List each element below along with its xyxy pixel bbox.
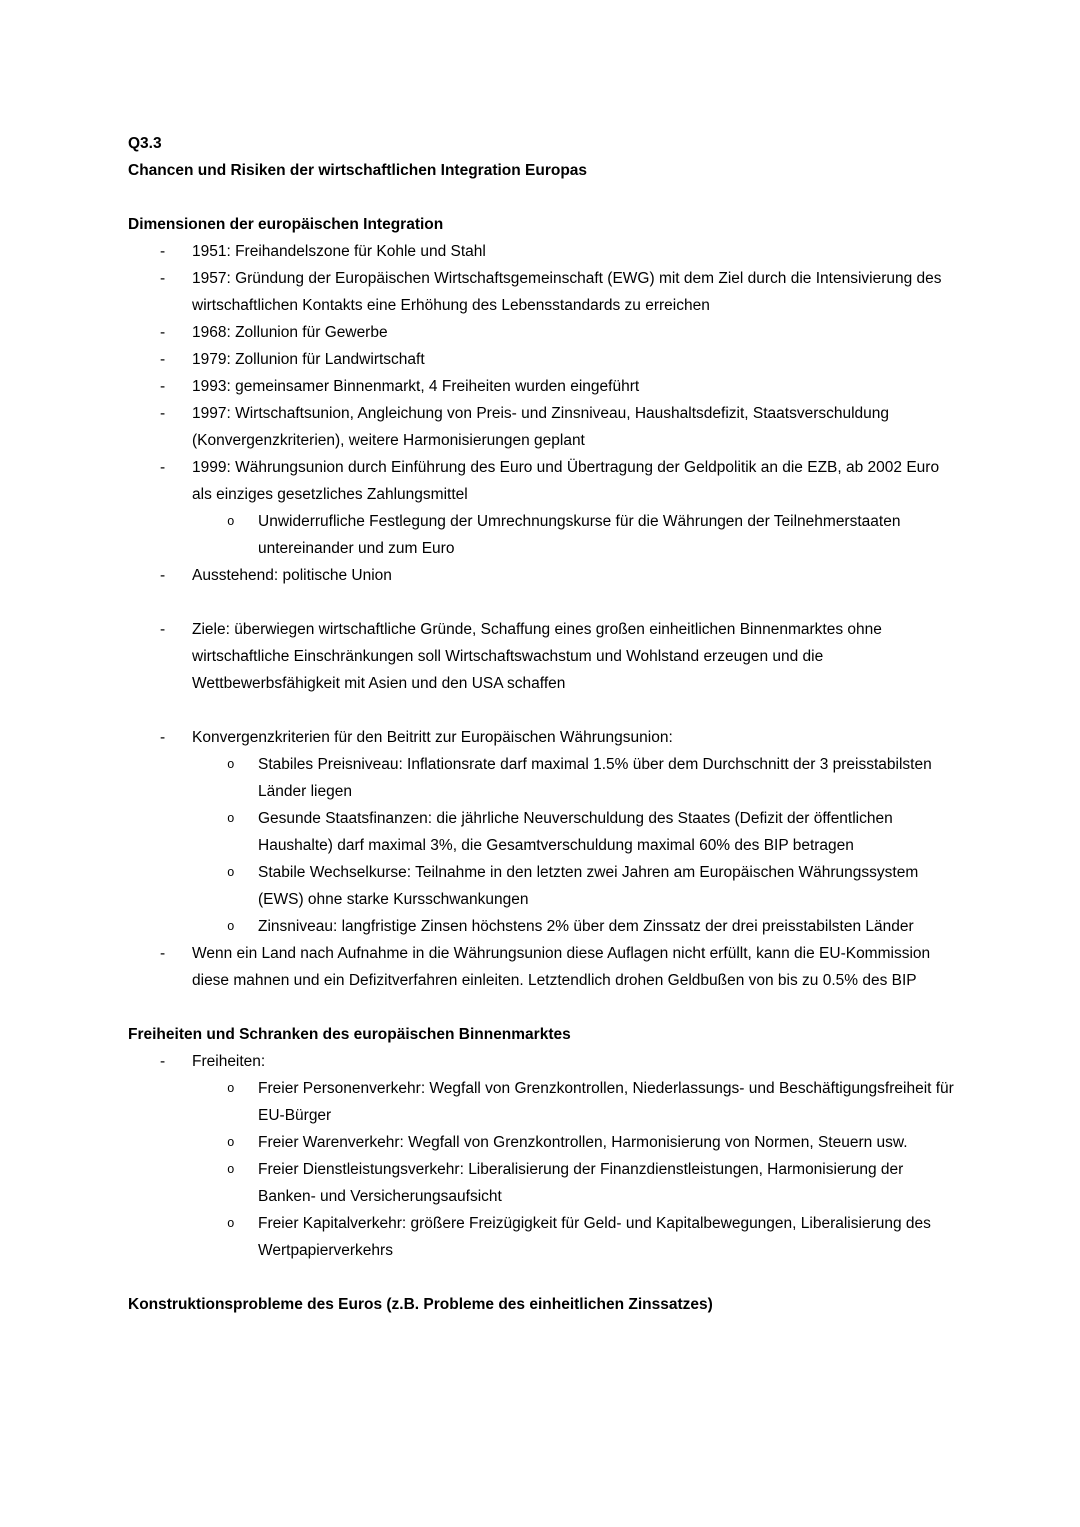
list-item: [128, 400, 958, 454]
dash-bullet: -: [160, 945, 166, 962]
list-item: [128, 1210, 958, 1264]
list-item-text: Gesunde Staatsfinanzen: die jährliche Neuverschuldung des Staates (Defizit der öffentlichen Haushalte) darf maximal 3%, die Gesamtverschuldung maximal 60% des BIP betragen: [258, 810, 893, 854]
list-item: [128, 562, 958, 589]
circle-bullet: o: [227, 866, 235, 880]
document-body: [128, 211, 958, 1318]
list-item: [128, 454, 958, 508]
list-item-text: 1993: gemeinsamer Binnenmarkt, 4 Freiheiten wurden eingeführt: [192, 378, 640, 395]
list-item-text: Freier Kapitalverkehr: größere Freizügigkeit für Geld- und Kapitalbewegungen, Liberalisierung des Wertpapierverkehrs: [258, 1215, 931, 1259]
circle-bullet: o: [227, 1163, 235, 1177]
list-item-text: Zinsniveau: langfristige Zinsen höchstens 2% über dem Zinssatz der drei preisstabilsten Länder: [258, 918, 914, 935]
section-heading: Freiheiten und Schranken des europäischen Binnenmarktes: [128, 1026, 571, 1043]
list-item: [128, 859, 958, 913]
list-item: [128, 373, 958, 400]
circle-bullet: o: [227, 1082, 235, 1096]
list-item: [128, 346, 958, 373]
title-block: [128, 130, 958, 184]
list-item-text: Freier Dienstleistungsverkehr: Liberalisierung der Finanzdienstleistungen, Harmonisierung der Banken- und Versicherungsaufsicht: [258, 1161, 904, 1205]
dash-bullet: -: [160, 567, 166, 584]
list-item: [128, 238, 958, 265]
list-item: [128, 805, 958, 859]
list-item: [128, 724, 958, 751]
dash-bullet: -: [160, 459, 166, 476]
list-item-text: 1979: Zollunion für Landwirtschaft: [192, 351, 425, 368]
circle-bullet: o: [227, 1217, 235, 1231]
dash-bullet: -: [160, 324, 166, 341]
list-item: [128, 1075, 958, 1129]
list-item-text: Ausstehend: politische Union: [192, 567, 392, 584]
document-title: Chancen und Risiken der wirtschaftlichen Integration Europas: [128, 162, 588, 179]
list-item-text: 1951: Freihandelszone für Kohle und Stahl: [192, 243, 486, 260]
dash-bullet: -: [160, 351, 166, 368]
list-item-text: Freiheiten:: [192, 1053, 266, 1070]
list-item: [128, 1129, 958, 1156]
circle-bullet: o: [227, 758, 235, 772]
list-item-text: 1968: Zollunion für Gewerbe: [192, 324, 388, 341]
list-item: [128, 940, 958, 994]
list-item: [128, 265, 958, 319]
list-item-text: Wenn ein Land nach Aufnahme in die Währungsunion diese Auflagen nicht erfüllt, kann die EU-Kommission diese mahnen und ein Defizitverfahren einleiten. Letztendlich drohen Geldbußen von bis zu 0.5% des BIP: [192, 945, 931, 989]
list-item-text: Unwiderrufliche Festlegung der Umrechnungskurse für die Währungen der Teilnehmerstaaten untereinander und zum Euro: [258, 513, 901, 557]
dash-bullet: -: [160, 621, 166, 638]
list-item-text: 1997: Wirtschaftsunion, Angleichung von Preis- und Zinsniveau, Haushaltsdefizit, Staatsverschuldung (Konvergenzkriterien), weitere Harmonisierungen geplant: [192, 405, 890, 449]
list-item-text: Ziele: überwiegen wirtschaftliche Gründe, Schaffung eines großen einheitlichen Binnenmarktes ohne wirtschaftliche Einschränkungen soll Wirtschaftswachstum und Wohlstand erzeugen und die Wettbewerbsfähigkeit mit Asien und den USA schaffen: [192, 621, 882, 692]
section-heading: Konstruktionsprobleme des Euros (z.B. Probleme des einheitlichen Zinssatzes): [128, 1296, 713, 1313]
list-item-text: Freier Warenverkehr: Wegfall von Grenzkontrollen, Harmonisierung von Normen, Steuern usw.: [258, 1134, 908, 1151]
dash-bullet: -: [160, 729, 166, 746]
circle-bullet: o: [227, 812, 235, 826]
section-heading: Dimensionen der europäischen Integration: [128, 216, 444, 233]
list-item: [128, 508, 958, 562]
list-item: [128, 1048, 958, 1075]
list-item-text: 1999: Währungsunion durch Einführung des Euro und Übertragung der Geldpolitik an die EZB, ab 2002 Euro als einziges gesetzliches Zahlungsmittel: [192, 459, 940, 503]
circle-bullet: o: [227, 920, 235, 934]
dash-bullet: -: [160, 1053, 166, 1070]
list-item: [128, 913, 958, 940]
document-content: [128, 130, 958, 1318]
list-item-text: Freier Personenverkehr: Wegfall von Grenzkontrollen, Niederlassungs- und Beschäftigungsfreiheit für EU-Bürger: [258, 1080, 954, 1124]
list-item: [128, 616, 958, 697]
dash-bullet: -: [160, 243, 166, 260]
circle-bullet: o: [227, 515, 235, 529]
dash-bullet: -: [160, 405, 166, 422]
list-item: [128, 319, 958, 346]
document-code: Q3.3: [128, 135, 162, 152]
dash-bullet: -: [160, 270, 166, 287]
list-item-text: Konvergenzkriterien für den Beitritt zur Europäischen Währungsunion:: [192, 729, 673, 746]
list-item: [128, 1156, 958, 1210]
dash-bullet: -: [160, 378, 166, 395]
list-item-text: Stabile Wechselkurse: Teilnahme in den letzten zwei Jahren am Europäischen Währungssystem (EWS) ohne starke Kursschwankungen: [258, 864, 919, 908]
list-item-text: 1957: Gründung der Europäischen Wirtschaftsgemeinschaft (EWG) mit dem Ziel durch die Intensivierung des wirtschaftlichen Kontakts eine Erhöhung des Lebensstandards zu erreichen: [192, 270, 942, 314]
list-item-text: Stabiles Preisniveau: Inflationsrate darf maximal 1.5% über dem Durchschnitt der 3 preisstabilsten Länder liegen: [258, 756, 932, 800]
circle-bullet: o: [227, 1136, 235, 1150]
list-item: [128, 751, 958, 805]
